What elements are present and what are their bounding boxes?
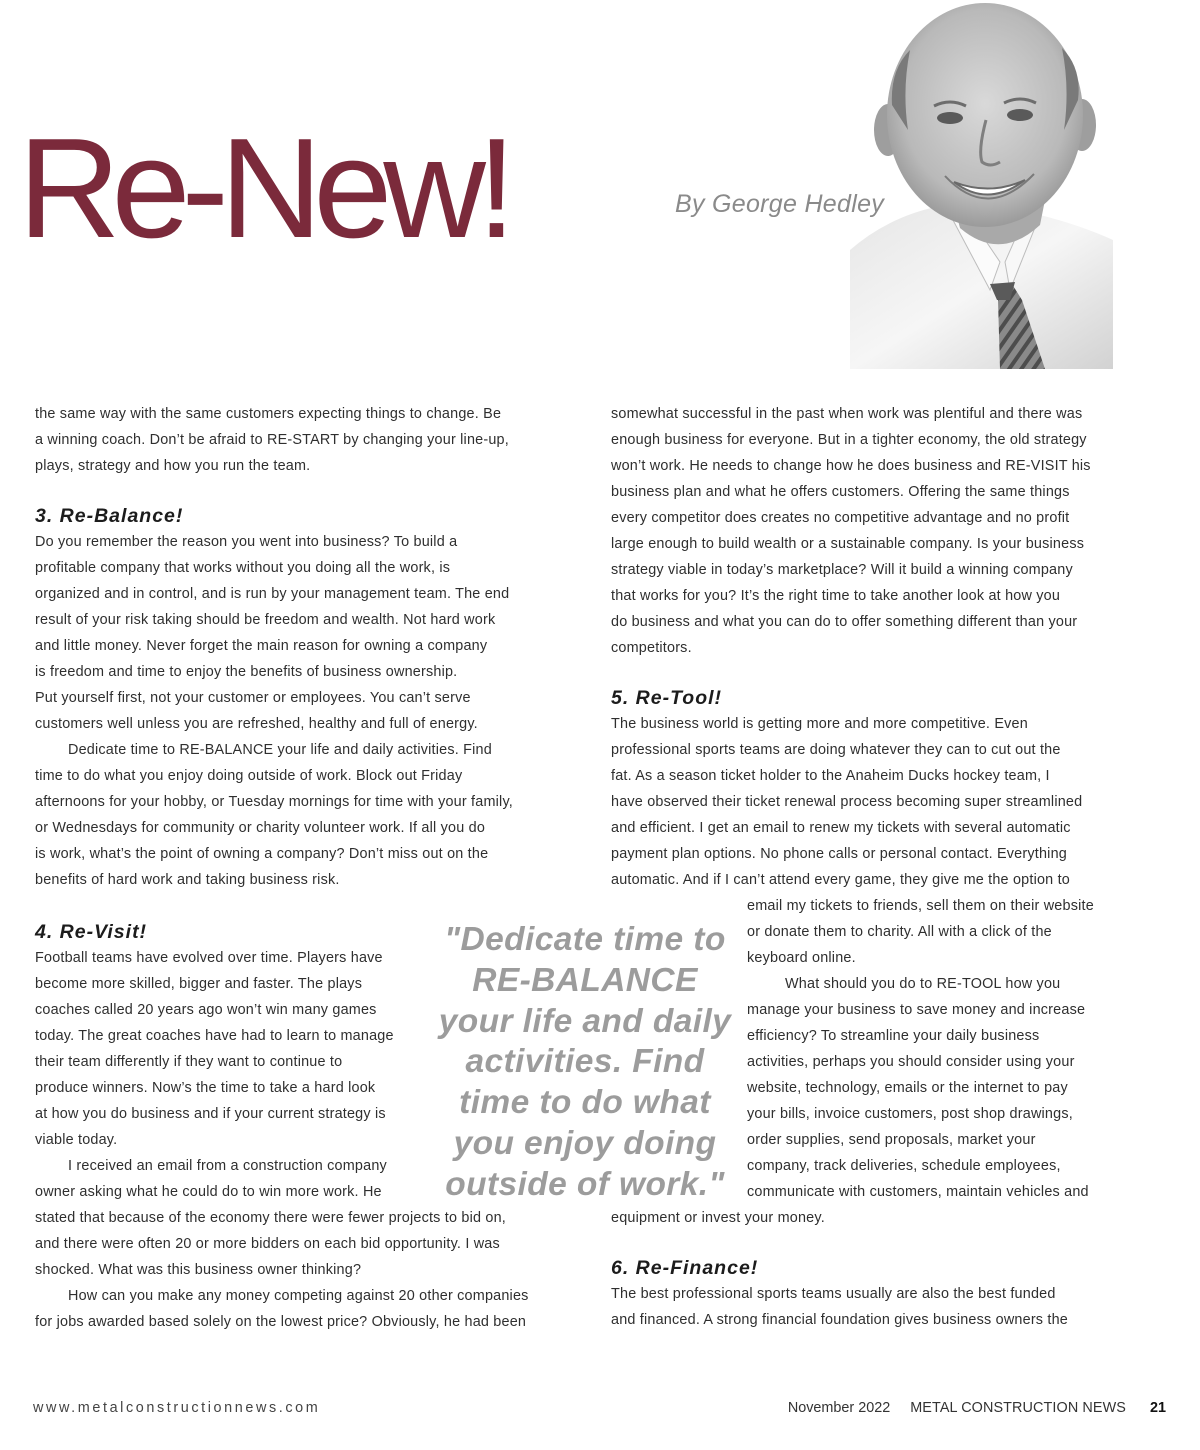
- page-number: 21: [1149, 1400, 1166, 1416]
- magazine-name: METAL CONSTRUCTION NEWS: [910, 1400, 1126, 1416]
- text-line: do business and what you can do to offer something different than your: [611, 614, 1078, 630]
- text-line: today. The great coaches have had to learn to manage: [35, 1028, 394, 1044]
- text-line: and little money. Never forget the main reason for owning a company: [35, 638, 488, 654]
- text-line: payment plan options. No phone calls or personal contact. Everything: [611, 846, 1067, 862]
- paragraph: [35, 529, 575, 737]
- text-line: their team differently if they want to continue to: [35, 1054, 343, 1070]
- text-line: and efficient. I get an email to renew my tickets with several automatic: [611, 820, 1071, 836]
- text-line: coaches called 20 years ago won’t win many games: [35, 1002, 377, 1018]
- text-line: The best professional sports teams usually are also the best funded: [611, 1286, 1056, 1302]
- text-line: profitable company that works without you doing all the work, is: [35, 560, 451, 576]
- section-heading: 4. Re-Visit!: [35, 921, 148, 943]
- text-line: at how you do business and if your current strategy is: [35, 1106, 386, 1122]
- text-line: your bills, invoice customers, post shop drawings,: [747, 1106, 1073, 1122]
- text-line: competitors.: [611, 640, 692, 656]
- text-line: or Wednesdays for community or charity volunteer work. If all you do: [35, 820, 486, 836]
- section-heading: 5. Re-Tool!: [611, 687, 723, 709]
- footer-url[interactable]: www.metalconstructionnews.com: [33, 1400, 321, 1416]
- issue-date: November 2022: [787, 1400, 891, 1416]
- text-line: the same way with the same customers expecting things to change. Be: [35, 406, 502, 422]
- section-heading: 6. Re-Finance!: [611, 1257, 759, 1279]
- text-line: activities, perhaps you should consider using your: [747, 1054, 1075, 1070]
- text-line: strategy viable in today’s marketplace? Will it build a winning company: [611, 562, 1073, 578]
- text-line: Put yourself first, not your customer or employees. You can’t serve: [35, 690, 471, 706]
- text-line: manage your business to save money and increase: [747, 1002, 1086, 1018]
- text-line: professional sports teams are doing whatever they can to cut out the: [611, 742, 1061, 758]
- text-line: result of your risk taking should be freedom and wealth. Not hard work: [35, 612, 496, 628]
- paragraph: [611, 401, 1151, 661]
- text-line: order supplies, send proposals, market your: [747, 1132, 1036, 1148]
- text-line: plays, strategy and how you run the team.: [35, 458, 311, 474]
- text-line: Do you remember the reason you went into business? To build a: [35, 534, 458, 550]
- text-line: benefits of hard work and taking business risk.: [35, 872, 340, 888]
- footer-info: [788, 1400, 1166, 1416]
- text-line: is work, what’s the point of owning a company? Don’t miss out on the: [35, 846, 489, 862]
- text-line: equipment or invest your money.: [611, 1210, 825, 1226]
- author-photo: [850, 0, 1113, 369]
- text-line: every competitor does creates no competitive advantage and no profit: [611, 510, 1070, 526]
- text-line: customers well unless you are refreshed, healthy and full of energy.: [35, 716, 478, 732]
- text-line: that works for you? It’s the right time to take another look at how you: [611, 588, 1061, 604]
- section-heading: 3. Re-Balance!: [35, 505, 184, 527]
- pull-quote: "Dedicate time to RE-BALANCE your life and daily activities. Find time to do what you enjoy doing outside of work.": [438, 921, 732, 1203]
- paragraph: [35, 1283, 575, 1335]
- text-line: and financed. A strong financial foundation gives business owners the: [611, 1312, 1069, 1328]
- text-line: for jobs awarded based solely on the lowest price? Obviously, he had been: [35, 1314, 527, 1330]
- text-line: enough business for everyone. But in a tighter economy, the old strategy: [611, 432, 1087, 448]
- text-line: I received an email from a construction company: [68, 1158, 387, 1174]
- text-line: How can you make any money competing against 20 other companies: [68, 1288, 529, 1304]
- text-line: fat. As a season ticket holder to the Anaheim Ducks hockey team, I: [611, 768, 1050, 784]
- paragraph: [35, 737, 575, 893]
- text-line: a winning coach. Don’t be afraid to RE-START by changing your line-up,: [35, 432, 509, 448]
- text-line: business plan and what he offers customers. Offering the same things: [611, 484, 1070, 500]
- text-line: Football teams have evolved over time. Players have: [35, 950, 383, 966]
- text-line: website, technology, emails or the internet to pay: [747, 1080, 1068, 1096]
- text-line: won’t work. He needs to change how he does business and RE-VISIT his: [611, 458, 1091, 474]
- text-line: stated that because of the economy there were fewer projects to bid on,: [35, 1210, 506, 1226]
- text-line: Dedicate time to RE-BALANCE your life and daily activities. Find: [68, 742, 492, 758]
- text-line: owner asking what he could do to win more work. He: [35, 1184, 382, 1200]
- paragraph: [611, 1281, 1151, 1333]
- text-line: have observed their ticket renewal process becoming super streamlined: [611, 794, 1083, 810]
- text-line: communicate with customers, maintain vehicles and: [747, 1184, 1089, 1200]
- text-line: time to do what you enjoy doing outside of work. Block out Friday: [35, 768, 463, 784]
- text-line: efficiency? To streamline your daily business: [747, 1028, 1040, 1044]
- text-line: become more skilled, bigger and faster. The plays: [35, 976, 363, 992]
- text-line: keyboard online.: [747, 950, 856, 966]
- text-line: or donate them to charity. All with a click of the: [747, 924, 1052, 940]
- text-line: shocked. What was this business owner thinking?: [35, 1262, 362, 1278]
- text-line: organized and in control, and is run by your management team. The end: [35, 586, 510, 602]
- text-line: The business world is getting more and more competitive. Even: [611, 716, 1028, 732]
- text-line: company, track deliveries, schedule employees,: [747, 1158, 1061, 1174]
- text-line: What should you do to RE-TOOL how you: [785, 976, 1061, 992]
- text-line: viable today.: [35, 1132, 118, 1148]
- text-line: produce winners. Now’s the time to take a hard look: [35, 1080, 376, 1096]
- byline: By George Hedley: [675, 190, 885, 218]
- text-line: afternoons for your hobby, or Tuesday mornings for time with your family,: [35, 794, 513, 810]
- paragraph: [35, 401, 575, 479]
- text-line: large enough to build wealth or a sustainable company. Is your business: [611, 536, 1085, 552]
- text-line: and there were often 20 or more bidders on each bid opportunity. I was: [35, 1236, 500, 1252]
- text-line: is freedom and time to enjoy the benefits of business ownership.: [35, 664, 458, 680]
- text-line: automatic. And if I can’t attend every game, they give me the option to: [611, 872, 1070, 888]
- text-line: somewhat successful in the past when work was plentiful and there was: [611, 406, 1083, 422]
- text-line: email my tickets to friends, sell them on their website: [747, 898, 1094, 914]
- article-title: Re-New!: [18, 109, 508, 268]
